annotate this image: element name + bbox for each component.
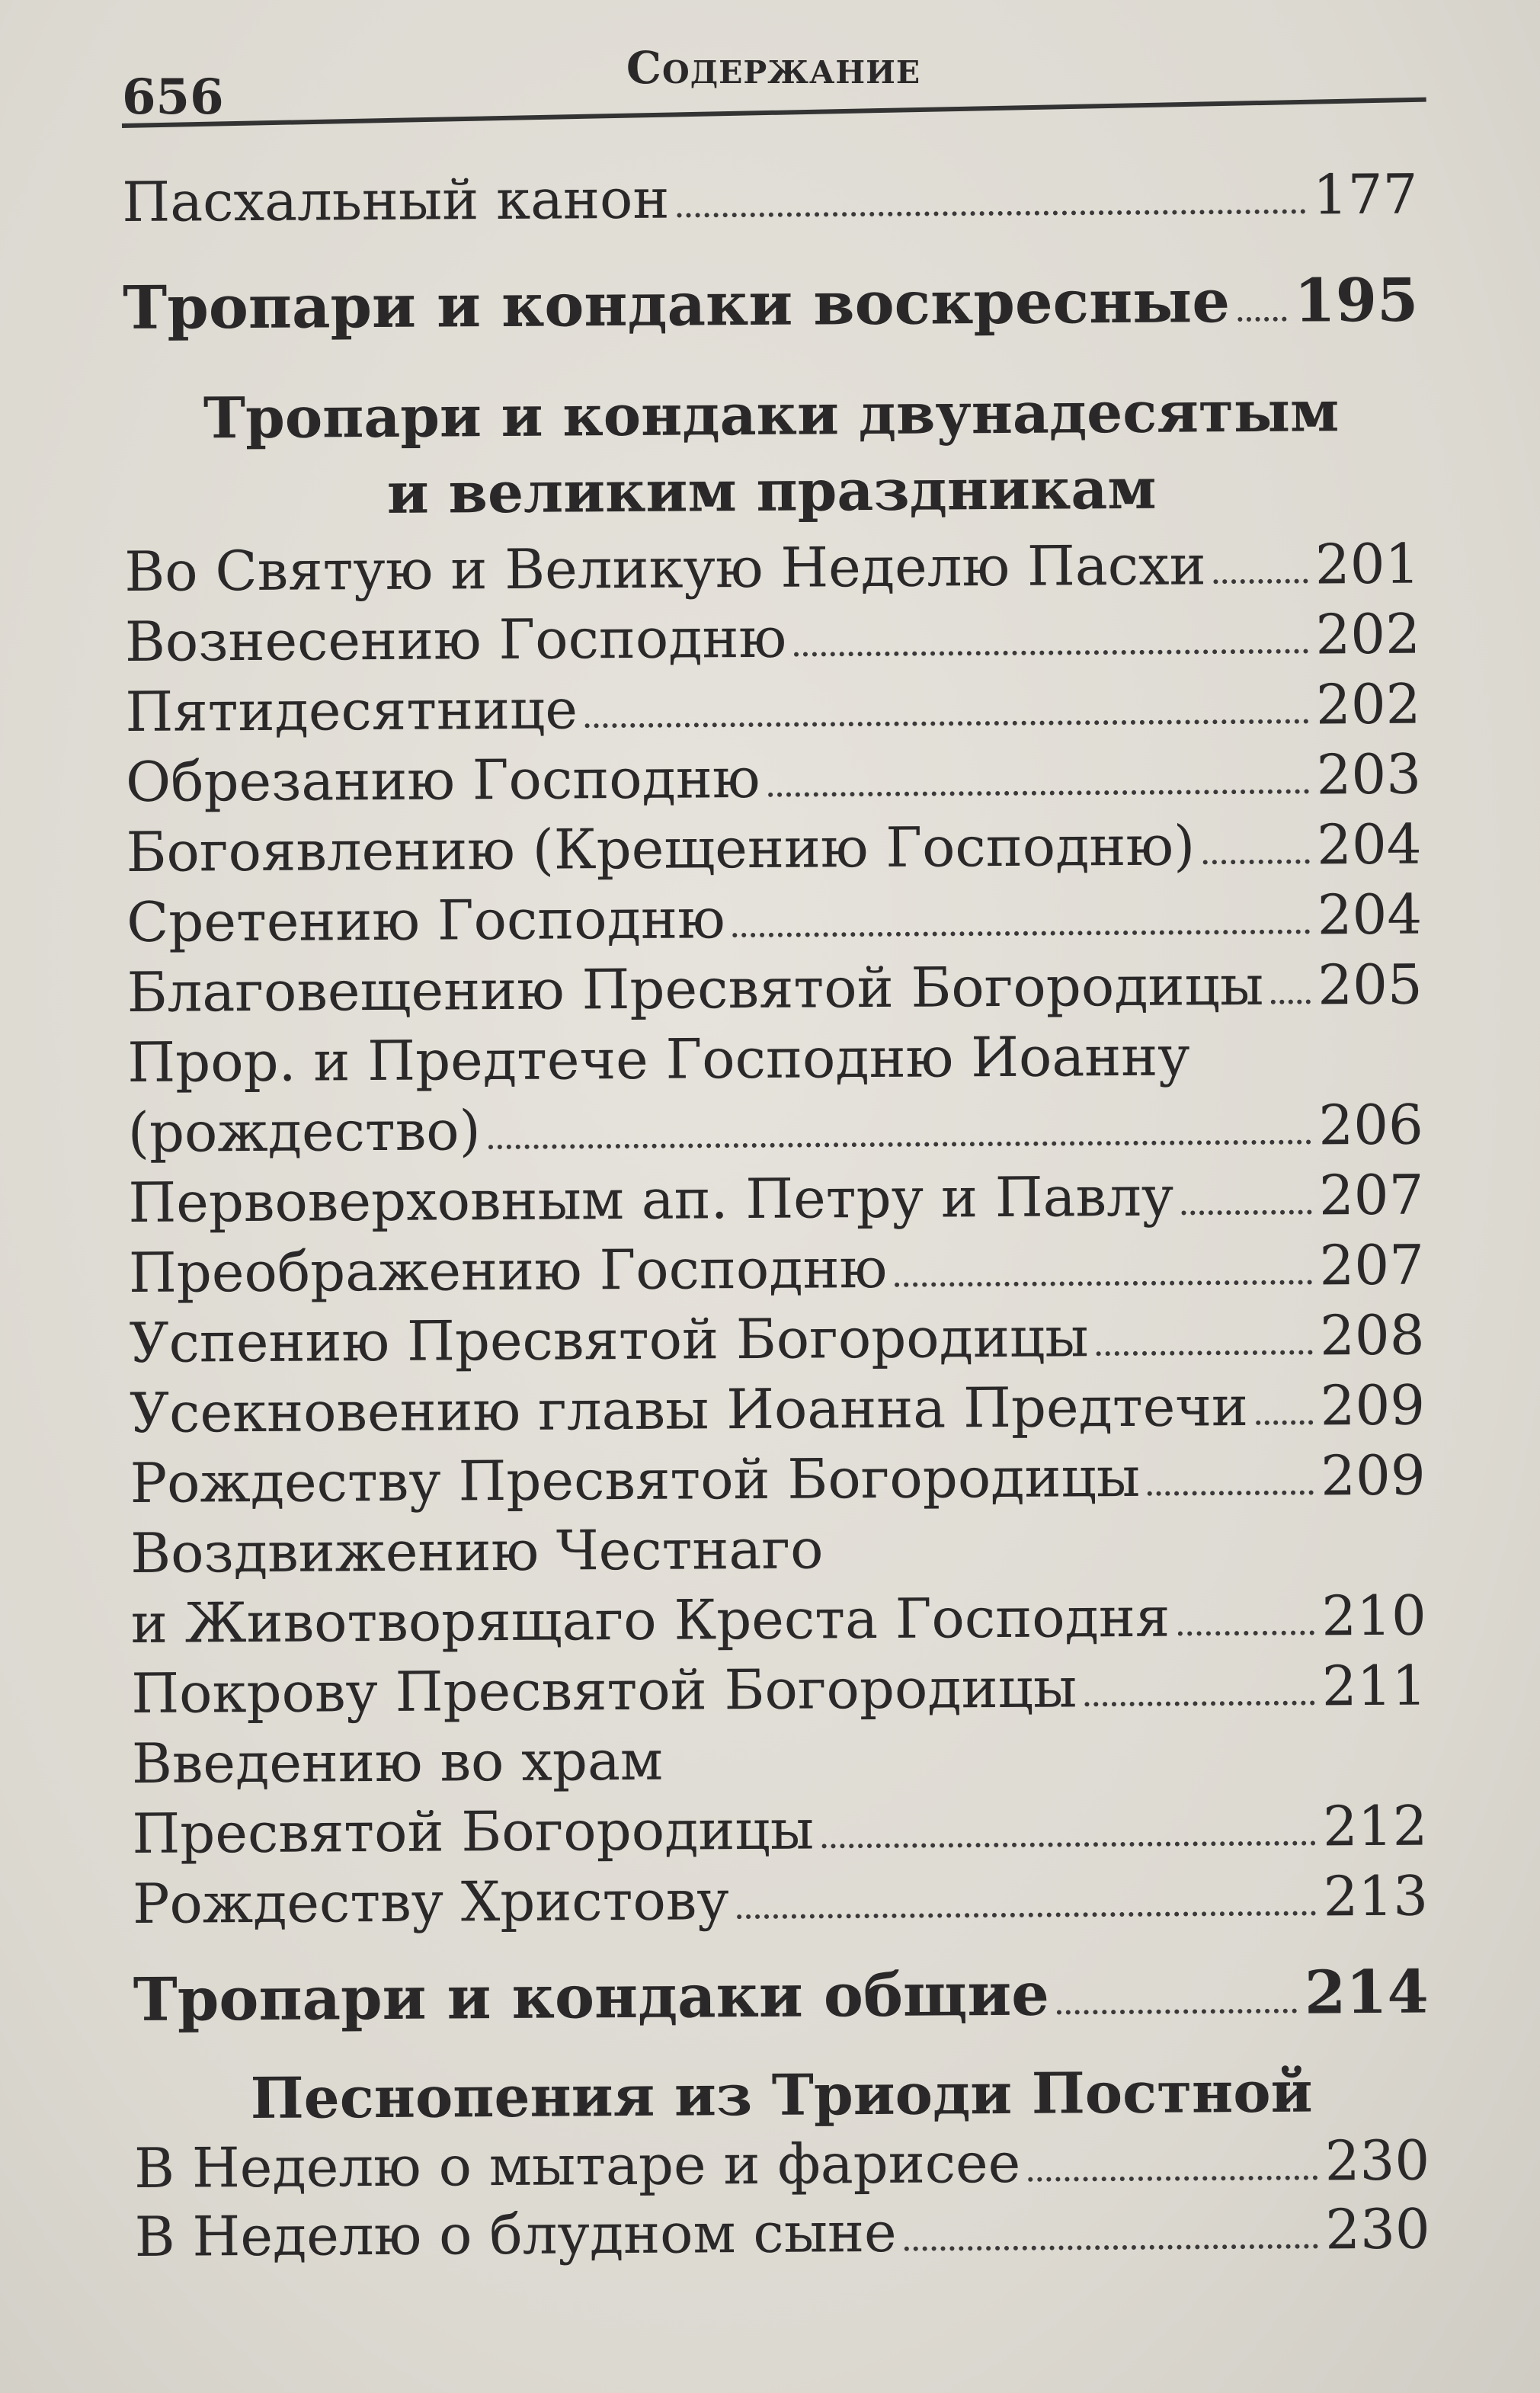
toc-section-entry bbox=[133, 1959, 1430, 2035]
dot-leader bbox=[1237, 311, 1287, 322]
toc-entry-title: Обрезанию Господню bbox=[125, 745, 760, 814]
toc-entry-page: 177 bbox=[1312, 162, 1418, 227]
toc-entry-page: 230 bbox=[1324, 2128, 1430, 2193]
toc-entry bbox=[129, 1231, 1425, 1307]
running-title: Содержание bbox=[626, 42, 921, 94]
toc-entry bbox=[134, 2195, 1430, 2271]
dot-leader bbox=[1256, 1414, 1313, 1424]
dot-leader bbox=[895, 1273, 1311, 1286]
toc-entry bbox=[130, 1441, 1426, 1517]
toc-entry-page: 204 bbox=[1317, 882, 1423, 947]
dot-leader bbox=[1271, 993, 1310, 1004]
dot-leader bbox=[821, 1834, 1315, 1848]
dot-leader bbox=[677, 203, 1305, 218]
dot-leader bbox=[733, 923, 1310, 937]
dot-leader bbox=[904, 2238, 1318, 2250]
toc-entry-page: 210 bbox=[1321, 1583, 1427, 1648]
section-heading: Тропари и кондаки двунадесятым bbox=[203, 379, 1340, 452]
dot-leader bbox=[1057, 2003, 1297, 2015]
toc-entry-title: Успению Пресвятой Богородицы bbox=[129, 1305, 1089, 1375]
dot-leader bbox=[768, 783, 1309, 797]
table-of-contents bbox=[122, 145, 1431, 2363]
toc-entry-title-line: Прор. и Предтече Господню Иоанну bbox=[127, 1024, 1190, 1094]
dot-leader bbox=[1214, 573, 1308, 585]
dot-leader bbox=[488, 1133, 1311, 1149]
toc-entry-page: 211 bbox=[1321, 1653, 1427, 1719]
toc-entry-page: 202 bbox=[1315, 671, 1421, 737]
dot-leader bbox=[1177, 1624, 1314, 1635]
toc-entry-title: Рождеству Христову bbox=[132, 1868, 729, 1936]
toc-entry-title: Во Святую и Великую Неделю Пасхи bbox=[124, 533, 1206, 604]
dot-leader bbox=[1202, 853, 1309, 864]
toc-entry-title: Тропари и кондаки воскресные bbox=[122, 267, 1231, 343]
toc-entry-title: Сретению Господню bbox=[126, 886, 725, 954]
toc-entry-page: 202 bbox=[1315, 601, 1421, 667]
dot-leader bbox=[585, 713, 1308, 729]
section-heading: Песнопения из Триоди Постной bbox=[250, 2059, 1313, 2132]
dot-leader bbox=[1097, 1344, 1313, 1356]
toc-entry-page: 201 bbox=[1314, 531, 1420, 597]
toc-entry-title: Пресвятой Богородицы bbox=[132, 1797, 815, 1866]
toc-section-entry bbox=[123, 267, 1419, 343]
toc-entry-title: и Животворящаго Креста Господня bbox=[130, 1584, 1170, 1655]
section-heading: и великим праздникам bbox=[386, 456, 1157, 527]
toc-entry-page: 212 bbox=[1322, 1793, 1428, 1859]
toc-entry-page: 203 bbox=[1316, 742, 1422, 807]
dot-leader bbox=[737, 1904, 1316, 1919]
toc-entry-page: 206 bbox=[1318, 1092, 1424, 1158]
toc-entry bbox=[128, 1161, 1424, 1237]
toc-entry-title: В Неделю о блудном сыне bbox=[134, 2199, 897, 2269]
toc-entry bbox=[122, 160, 1418, 236]
toc-entry-title: Первоверховным ап. Петру и Павлу bbox=[128, 1164, 1174, 1235]
toc-entry bbox=[132, 1792, 1428, 1868]
toc-entry-page: 213 bbox=[1323, 1863, 1429, 1929]
toc-entry-page: 195 bbox=[1294, 265, 1419, 336]
toc-entry-title: Вознесению Господню bbox=[124, 605, 787, 674]
toc-entry-title: Тропари и кондаки общие bbox=[133, 1959, 1050, 2035]
dot-leader bbox=[794, 643, 1308, 657]
toc-entry-title-line: Воздвижению Честнаго bbox=[130, 1517, 824, 1585]
toc-entry bbox=[126, 880, 1423, 956]
toc-entry-page: 209 bbox=[1320, 1373, 1426, 1438]
toc-entry bbox=[131, 1581, 1427, 1658]
toc-entry bbox=[133, 1862, 1429, 1938]
dot-leader bbox=[1084, 1694, 1314, 1706]
dot-leader bbox=[1148, 1484, 1313, 1495]
toc-entry-page: 230 bbox=[1324, 2196, 1430, 2262]
toc-entry-title-line: Введению во храм bbox=[131, 1728, 664, 1796]
toc-entry-title: Пасхальный канон bbox=[122, 166, 670, 234]
toc-entry bbox=[131, 1651, 1427, 1728]
toc-entry bbox=[130, 1371, 1426, 1447]
toc-entry-page: 209 bbox=[1320, 1443, 1426, 1508]
page-header bbox=[122, 38, 1425, 145]
toc-entry bbox=[125, 600, 1421, 676]
dot-leader bbox=[1181, 1203, 1311, 1215]
toc-entry-title: Богоявлению (Крещению Господню) bbox=[126, 813, 1196, 884]
dot-leader bbox=[1028, 2169, 1317, 2181]
toc-entry bbox=[126, 950, 1423, 1027]
toc-entry-title: Преображению Господню bbox=[128, 1235, 888, 1305]
toc-entry bbox=[125, 670, 1421, 746]
toc-entry-title: Пятидесятнице bbox=[125, 677, 578, 744]
toc-entry bbox=[124, 530, 1420, 606]
toc-entry bbox=[129, 1301, 1425, 1377]
toc-entry-title: Благовещению Пресвятой Богородицы bbox=[126, 953, 1264, 1024]
toc-entry-page: 208 bbox=[1319, 1302, 1425, 1368]
toc-entry-page: 207 bbox=[1319, 1232, 1425, 1298]
page-number: 656 bbox=[122, 69, 224, 126]
toc-entry bbox=[128, 1091, 1424, 1167]
toc-entry bbox=[126, 810, 1422, 886]
toc-entry-page: 214 bbox=[1304, 1957, 1430, 2028]
toc-entry-title: В Неделю о мытаре и фарисее bbox=[133, 2130, 1021, 2200]
toc-entry-title: Усекновению главы Иоанна Предтечи bbox=[129, 1374, 1249, 1445]
toc-entry-title: (рождество) bbox=[127, 1098, 481, 1164]
toc-entry-page: 207 bbox=[1318, 1162, 1424, 1228]
toc-entry-title: Покрову Пресвятой Богородицы bbox=[131, 1655, 1077, 1725]
toc-entry-title: Рождеству Пресвятой Богородицы bbox=[130, 1444, 1141, 1515]
toc-entry-page: 204 bbox=[1316, 812, 1422, 877]
toc-entry bbox=[134, 2126, 1430, 2202]
toc-entry bbox=[126, 740, 1422, 816]
toc-entry-page: 205 bbox=[1317, 952, 1423, 1017]
